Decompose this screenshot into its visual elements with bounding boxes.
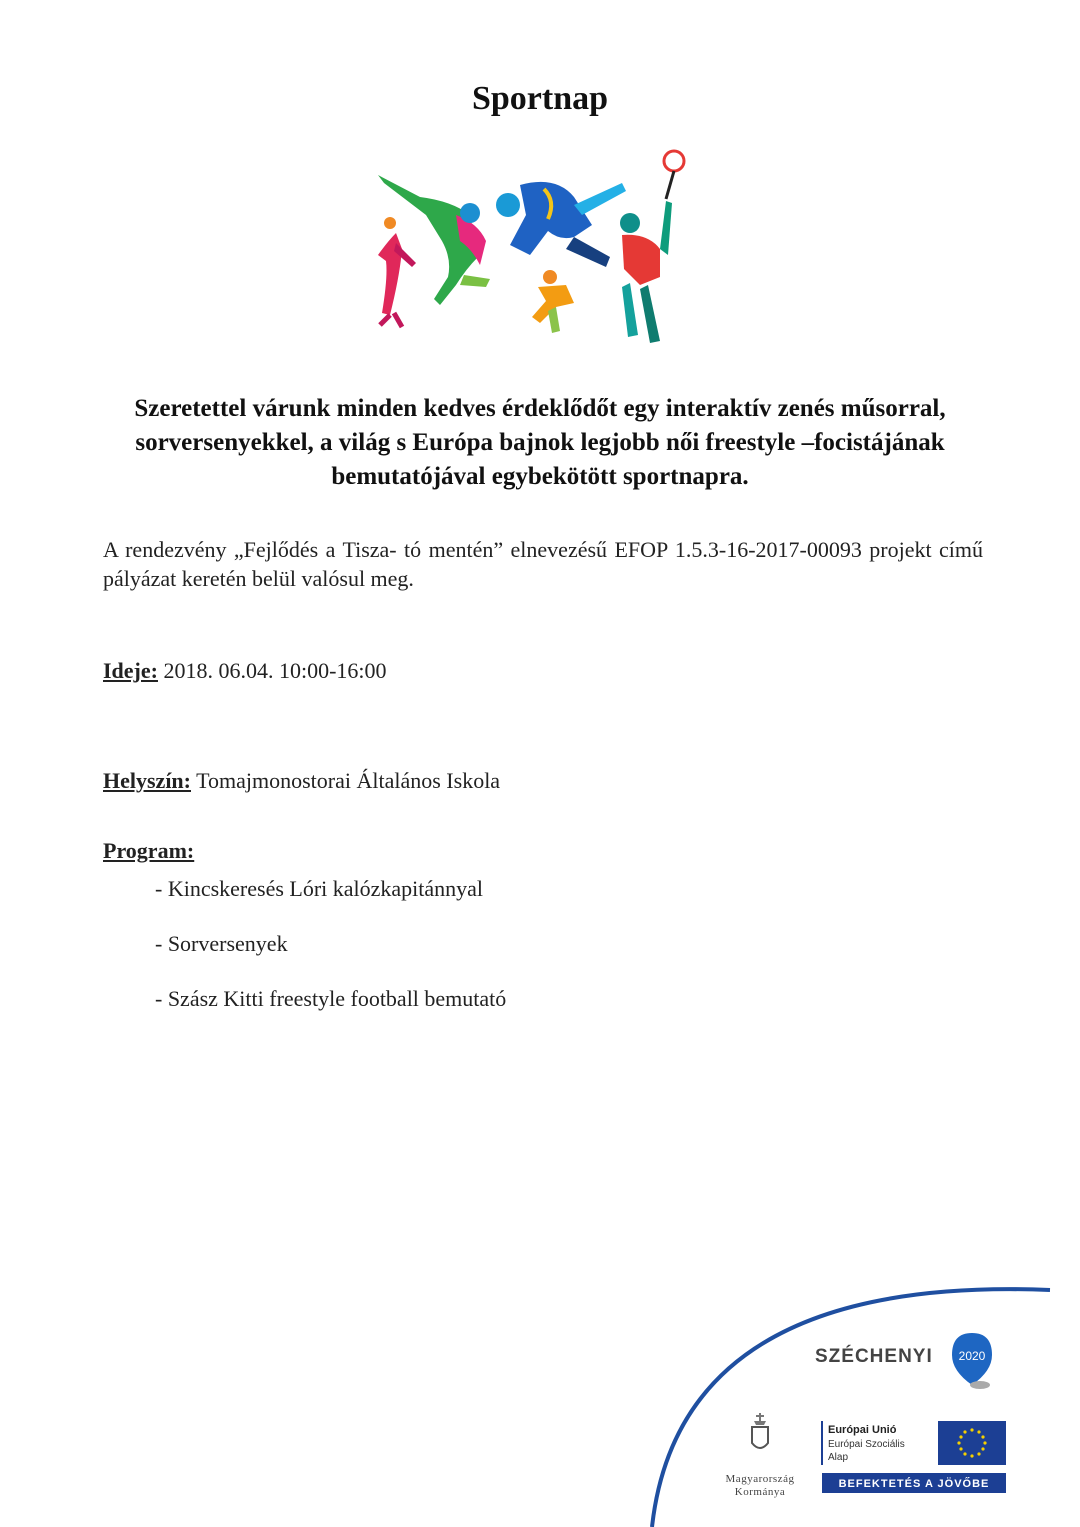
sports-illustration xyxy=(360,145,710,355)
program-list xyxy=(155,874,506,1039)
szechenyi-2020-logo-block xyxy=(640,1255,1080,1527)
government-line2: Kormánya xyxy=(734,1486,786,1498)
program-label: Program: xyxy=(103,838,195,863)
location-value: Tomajmonostorai Általános Iskola xyxy=(196,768,501,793)
date-value: 2018. 06.04. 10:00-16:00 xyxy=(163,658,387,683)
eu-fund-line2: Alap xyxy=(828,1452,849,1463)
program-item: - Sorversenyek xyxy=(155,931,288,956)
hungarian-coat-of-arms-icon xyxy=(752,1413,768,1448)
event-date xyxy=(103,656,983,685)
slogan-text: BEFEKTETÉS A JÖVŐBE xyxy=(838,1478,990,1490)
szechenyi-pin-icon xyxy=(952,1333,992,1389)
government-line1: Magyarország xyxy=(725,1473,795,1485)
eu-flag-icon xyxy=(938,1421,1006,1465)
event-intro: Szeretettel várunk minden kedves érdeklődőt egy interaktív zenés műsorral, sorversenyekkel, a világ s Európa bajnok legjobb női freestyle –focistájának bemutatójával egybekötött sportnapra. xyxy=(134,395,946,490)
event-location xyxy=(103,766,983,795)
program-heading xyxy=(103,836,983,865)
date-label: Ideje: xyxy=(103,658,158,683)
szechenyi-year: 2020 xyxy=(958,1349,986,1363)
project-description: A rendezvény „Fejlődés a Tisza- tó mentén” elnevezésű EFOP 1.5.3-16-2017-00093 projekt című pályázat keretén belül valósul meg. xyxy=(103,537,983,591)
page-title: Sportnap xyxy=(471,80,609,117)
eu-fund-line1: Európai Szociális xyxy=(828,1439,905,1450)
program-item: - Kincskeresés Lóri kalózkapitánnyal xyxy=(155,876,484,901)
eu-title: Európai Unió xyxy=(828,1424,897,1436)
szechenyi-text: SZÉCHENYI xyxy=(815,1346,933,1367)
program-item: - Szász Kitti freestyle football bemutató xyxy=(155,986,507,1011)
location-label: Helyszín: xyxy=(103,768,191,793)
